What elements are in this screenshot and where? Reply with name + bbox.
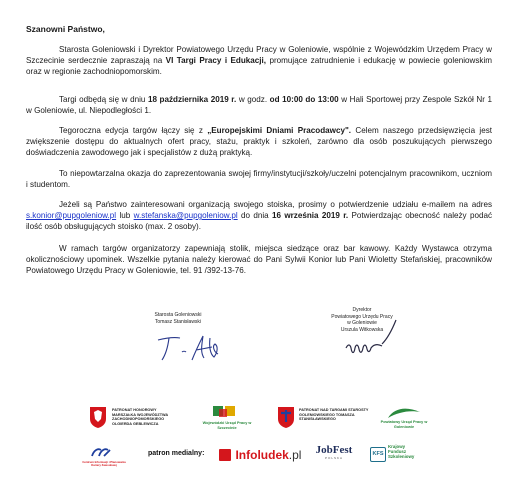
email-link-konior[interactable]: s.konior@pupgoleniow.pl <box>26 211 117 220</box>
dyrektor-name: Urszula Witkowska <box>340 326 384 333</box>
patron-starosta: PATRONAT NAD TARGAMI STAROSTY GOLENIOWSKIEGO TOMASZA STANISŁAWSKIEGO <box>299 408 369 422</box>
jobfest-country: POLSKA <box>324 456 343 460</box>
email-link-stefanska[interactable]: w.stefanska@pupgoleniow.pl <box>133 211 238 220</box>
p1-text-a: Starosta Goleniowski i Dyrektor Powiatowego Urzędu Pracy w Goleniowie, wspólnie z Wojewódzkim Urzędem Pracy w Szczecinie serdecznie zapraszają na <box>26 45 492 65</box>
infoludek-logo <box>219 446 301 464</box>
kfs-name: Krajowy Fundusz Szkoleniowy <box>388 444 415 460</box>
p2-text-a: Targi odbędą się w dniu <box>59 95 148 104</box>
signature-starosta <box>152 330 224 362</box>
infoludek-domain: .pl <box>288 447 302 462</box>
pup-name: Powiatowy Urząd Pracy w Goleniowie <box>380 420 428 429</box>
paragraph-info: W ramach targów organizatorzy zapewniają stolik, miejsca siedzące oraz bar kawowy. Każdy Wystawca otrzyma okolicznościowy upominek. Wszelkie pytania należy kierować do Pani Sylwii Konior lub Pani Wioletty Stefańskiej, pracowników Powiatowego Urzędu Pracy w Goleniowie, tel. 91 /392-13-76. <box>26 244 492 275</box>
signature-dyrektor <box>342 318 402 362</box>
infoludek-name: Infoludek <box>235 447 289 462</box>
pup-logo-icon <box>384 404 424 420</box>
signature-block-starosta <box>143 312 213 325</box>
paragraph-edition <box>26 125 492 158</box>
event-name: VI Targi Pracy i Edukacji, <box>165 56 267 65</box>
p2-text-c: w godz. <box>236 95 270 104</box>
jobfest-logo <box>311 444 357 460</box>
p5-text-a: Jeżeli są Państwo zainteresowani organizacją swojego stoiska, prosimy o potwierdzenie udziału e-mailem na adres <box>59 200 492 209</box>
starosta-title: Starosta Goleniowski <box>154 312 202 318</box>
jobfest-name: JobFest <box>315 444 353 456</box>
p5-text-e: Potwierdzając obecność należy podać ilość osób obsługujących stoisko (max. 2 osoby). <box>26 211 492 231</box>
edp-name: „Europejskimi Dniami Pracodawcy". <box>207 126 352 135</box>
dyrektor-office: Powiatowego Urzędu Pracy <box>331 313 393 320</box>
zachodniopomorskie-crest-icon <box>88 405 108 429</box>
paragraph-date <box>26 94 492 116</box>
p1-text-c: promujące zatrudnienie i edukację w powiecie goleniowskim oraz w regionie zachodniopomorskim. <box>26 56 493 76</box>
patron-marszalek: PATRONAT HONOROWY MARSZAŁKA WOJEWÓDZTWA ZACHODNIOPOMORSKIEGO OLGIERDA GEBLEWICZA <box>112 408 169 426</box>
wup-name: Wojewódzki Urząd Pracy w Szczecinie <box>202 421 252 430</box>
event-date: 18 października 2019 r. <box>147 95 237 104</box>
event-hours: od 10:00 do 13:00 <box>269 95 339 104</box>
p2-text-e: w Hali Sportowej przy Zespole Szkół Nr 1 w Goleniowie, ul. Niepodległości 1. <box>26 95 492 115</box>
p5-text-c: do dnia <box>237 211 272 220</box>
patron-media-label: patron medialny: <box>148 450 205 457</box>
czp-logo-icon <box>90 446 112 460</box>
czp-name: Centrum Informacji i Planowania Kariery Zawodowej <box>82 460 126 468</box>
salutation: Szanowni Państwo, <box>26 24 105 34</box>
p3-text-a: Tegoroczna edycja targów łączy się z <box>59 126 208 135</box>
paragraph-invitation <box>26 44 492 77</box>
kfs-badge-icon: KFS <box>370 447 386 462</box>
dyrektor-location: w Goleniowie <box>347 320 377 326</box>
p5-text-b: lub <box>116 211 134 220</box>
infoludek-icon <box>219 449 231 461</box>
p3-text-c: Celem naszego przedsięwzięcia jest zwiększenie dostępu do aktualnych ofert pracy, stażu, praktyk i szkoleń, zarówno dla osób poszukujących pierwszego doświadczenia zawodowego jak i specjalistów z dużą praktyką. <box>26 126 493 157</box>
goleniow-county-crest-icon <box>276 405 296 429</box>
dyrektor-title: Dyrektor <box>352 307 372 313</box>
paragraph-opportunity: To niepowtarzalna okazja do zaprezentowania swojej firmy/instytucji/szkoły/uczelni potencjalnym pracownikom, uczniom i studentom. <box>26 169 492 189</box>
paragraph-confirmation <box>26 199 492 232</box>
deadline-date: 16 września 2019 r. <box>272 211 349 220</box>
starosta-name: Tomasz Stanisławski <box>154 318 202 325</box>
